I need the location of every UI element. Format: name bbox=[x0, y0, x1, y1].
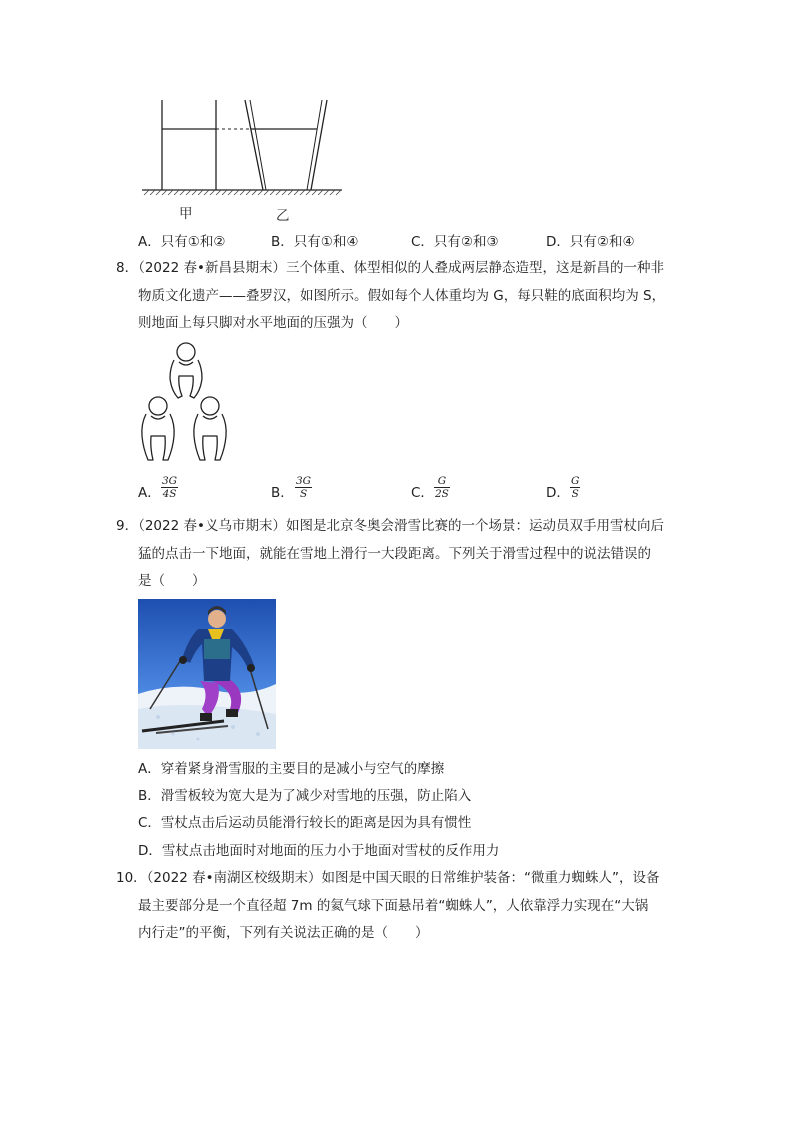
q7-option-c: C．只有②和③ bbox=[411, 234, 499, 250]
container-figure bbox=[135, 95, 350, 205]
q9-stem-line-2: 猛的点击一下地面，就能在雪地上滑行一大段距离。下列关于滑雪过程中的说法错误的 bbox=[138, 546, 651, 562]
q8-option-d-numerator: G bbox=[571, 475, 580, 487]
q8-option-b-label: B． bbox=[271, 485, 294, 501]
q8-option-a-fraction bbox=[161, 475, 178, 500]
q10-stem-line-2: 最主要部分是一个直径超 7m 的氦气球下面悬吊着“蜘蛛人”，人依靠浮力实现在“大锅 bbox=[138, 898, 649, 914]
q8-option-b-fraction bbox=[295, 475, 312, 500]
q9-option-d: D．雪杖点击地面时对地面的压力小于地面对雪杖的反作用力 bbox=[138, 843, 500, 859]
q9-stem-line-1: 9．（2022 春•义乌市期末）如图是北京冬奥会滑雪比赛的一个场景：运动员双手用雪杖向后 bbox=[116, 518, 664, 534]
q9-stem-line-3: 是（ ） bbox=[138, 573, 206, 589]
q9-option-b: B．滑雪板较为宽大是为了减少对雪地的压强，防止陷入 bbox=[138, 788, 472, 804]
q9-option-a: A．穿着紧身滑雪服的主要目的是减小与空气的摩擦 bbox=[138, 761, 445, 777]
q8-option-a-label: A． bbox=[138, 485, 161, 501]
q8-option-a-numerator: 3G bbox=[162, 475, 178, 487]
skier-photo bbox=[138, 599, 276, 749]
q8-stem-line-3: 则地面上每只脚对水平地面的压强为（ ） bbox=[138, 315, 408, 331]
q8-option-c-label: C． bbox=[411, 485, 434, 501]
q8-option-d-fraction bbox=[570, 475, 580, 500]
q10-stem-line-1: 10．（2022 春•南湖区校级期末）如图是中国天眼的日常维护装备：“微重力蜘蛛人”，设备 bbox=[116, 870, 660, 886]
figure-label-yi: 乙 bbox=[276, 208, 290, 224]
q8-option-c-numerator: G bbox=[434, 475, 450, 488]
q7-option-b: B．只有①和④ bbox=[271, 234, 359, 250]
q10-stem-line-3: 内行走”的平衡，下列有关说法正确的是（ ） bbox=[138, 925, 429, 941]
q8-stem-line-2: 物质文化遗产——叠罗汉，如图所示。假如每个人体重均为 G，每只鞋的底面积均为 S， bbox=[138, 288, 666, 304]
q8-option-b-denominator: S bbox=[299, 488, 308, 500]
q8-option-d-denominator: S bbox=[571, 488, 579, 500]
q8-option-c-denominator: 2S bbox=[435, 488, 449, 500]
q7-option-a: A．只有①和② bbox=[138, 234, 226, 250]
q8-option-b-numerator: 3G bbox=[296, 475, 312, 487]
q7-option-d: D．只有②和④ bbox=[546, 234, 635, 250]
q8-option-a-denominator: 4S bbox=[162, 488, 177, 500]
human-pyramid-figure bbox=[138, 340, 238, 465]
figure-label-jia: 甲 bbox=[179, 206, 193, 222]
q8-option-c-fraction bbox=[434, 475, 450, 500]
q9-option-c: C．雪杖点击后运动员能滑行较长的距离是因为具有惯性 bbox=[138, 815, 472, 831]
q8-option-d-label: D． bbox=[546, 485, 570, 501]
q8-stem-line-1: 8．（2022 春•新昌县期末）三个体重、体型相似的人叠成两层静态造型，这是新昌的一种非 bbox=[116, 260, 664, 276]
